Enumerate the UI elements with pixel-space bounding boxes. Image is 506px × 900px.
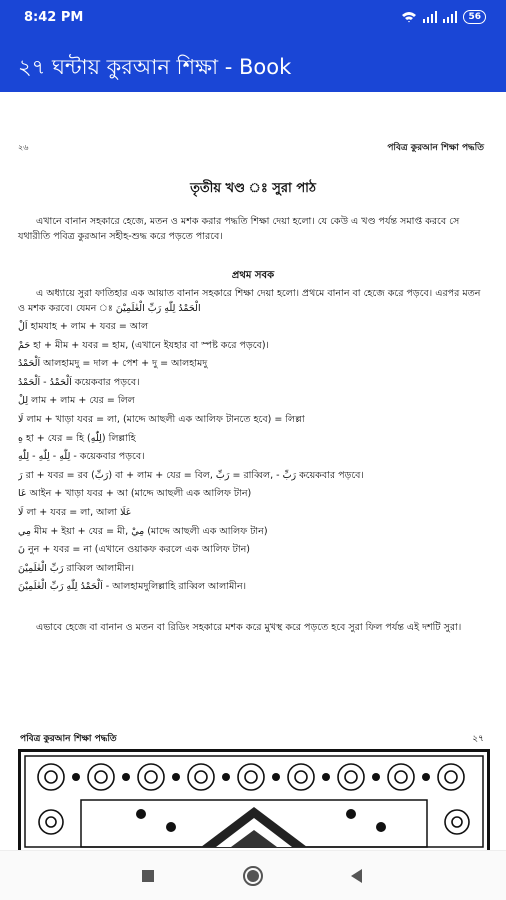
lesson-lines	[18, 318, 488, 597]
lesson-line: اَلْحَمْدُ আলহামদু = দাল + পেশ + দু = আলহামদু	[18, 358, 208, 370]
signal-icon	[443, 11, 457, 23]
lesson-line: حَمْ হা + মীম + যবর = হাম, (এখানে ইযহার বা স্পষ্ট করে পড়বে)।	[18, 339, 269, 351]
lesson-line: لَا লা + যবর = লা, আলা عَلَا	[18, 506, 132, 518]
lesson-line: نَ নুন + যবর = না (এখানে ওয়াকফ করলে এক আলিফ টান)	[18, 544, 250, 556]
app-title: ২৭ ঘন্টায় কুরআন শিক্ষা - Book	[18, 55, 292, 79]
lesson-title: প্রথম সবক	[231, 270, 275, 281]
battery-icon: 56	[463, 10, 486, 24]
lesson-line: رَ রা + যবর = রব (رَبِّ) বা + লাম + যের = বিল, رَبِّ = রাব্বিল, - رَبِّ কয়েকবার পড়বে।	[18, 469, 364, 481]
page-header: পবিত্র কুরআন শিক্ষা পদ্ধতি	[387, 143, 484, 153]
outro-paragraph: এভাবে হেজে বা বানান ও মতন বা রিডিং সহকারে মশক করে মুখস্থ করে পড়তে হবে সুরা ফিল পর্যন্ত এই দশটি সুরা।	[36, 622, 462, 633]
lesson-line: عَا আইন + খাড়া যবর + আ (মাদ্দে আছলী এক আলিফ টান)	[18, 488, 252, 500]
document-viewer[interactable]	[0, 92, 506, 850]
lesson-line: مِي মীম + ইয়া + যের = মী, مِيْ (মাদ্দে আছলী এক আলিফ টান)	[18, 525, 268, 537]
lesson-line: اَلْحَمْدُ لِلّٰهِ رَبِّ الْعٰلَمِيْنَ - আলহামদুলিল্লাহি রাব্বিল আলামীন।	[18, 581, 247, 593]
lesson-line: لَا লাম + খাড়া যবর = লা, (মাদ্দে আছলী এক আলিফ টানতে হবে) = লিল্লা	[18, 413, 305, 425]
circle-icon[interactable]	[242, 865, 264, 887]
status-icons	[401, 10, 486, 24]
square-icon[interactable]	[137, 865, 159, 887]
status-bar	[0, 0, 506, 36]
lesson-line: اَلْ হামযাহ + লাম + যবর = আল	[18, 321, 149, 332]
lesson-line: لِلْ লাম + লাম + যের = লিল	[18, 395, 135, 407]
ornamental-border	[18, 749, 490, 850]
book-page-26	[0, 92, 506, 702]
page-number: ২৭	[472, 734, 484, 744]
intro-paragraph: এখানে বানান সহকারে হেজে, মতন ও মশক করার পদ্ধতি শিক্ষা দেয়া হলো। যে কেউ এ খণ্ড পর্যন্ত সমাপ্ত করবে সে যথারীতি পবিত্র কুরআন সহীহ-শুদ্ধ করে পড়তে পারবে।	[18, 216, 460, 242]
page-header: পবিত্র কুরআন শিক্ষা পদ্ধতি	[20, 734, 117, 744]
signal-icon	[423, 11, 437, 23]
triangle-icon[interactable]	[346, 865, 368, 887]
status-time: 8:42 PM	[24, 10, 84, 25]
lesson-line: اَلْحَمْدُ - اَلْحَمْدُ কয়েকবার পড়বে।	[18, 376, 140, 388]
lesson-intro: এ অধ্যায়ে সুরা ফাতিহার এক আয়াত বানান সহকারে শিক্ষা দেয়া হলো। প্রথমে বানান বা হেজে করে পড়বে। এরপর মতন ও মশক করবে। যেমন ঃ الْحَمْدُ لِلّٰهِ رَبِّ الْعٰلَمِيْنَ	[18, 288, 481, 314]
navigation-bar	[0, 850, 506, 900]
section-heading: তৃতীয় খণ্ড ঃ সুরা পাঠ	[190, 181, 316, 196]
lesson-line: هِ হা + যের = হি (لِلّٰهِ) লিল্লাহি	[18, 432, 136, 444]
wifi-icon	[401, 11, 417, 23]
book-page-27	[0, 727, 506, 850]
app-bar	[0, 36, 506, 92]
page-number: ২৬	[18, 143, 29, 152]
lesson-line: لِلّٰهِ - لِلّٰهِ - لِلّٰهِ - কয়েকবার পড়বে।	[18, 451, 145, 463]
lesson-line: رَبِّ الْعٰلَمِيْنَ রাব্বিল আলামীন।	[18, 562, 135, 574]
